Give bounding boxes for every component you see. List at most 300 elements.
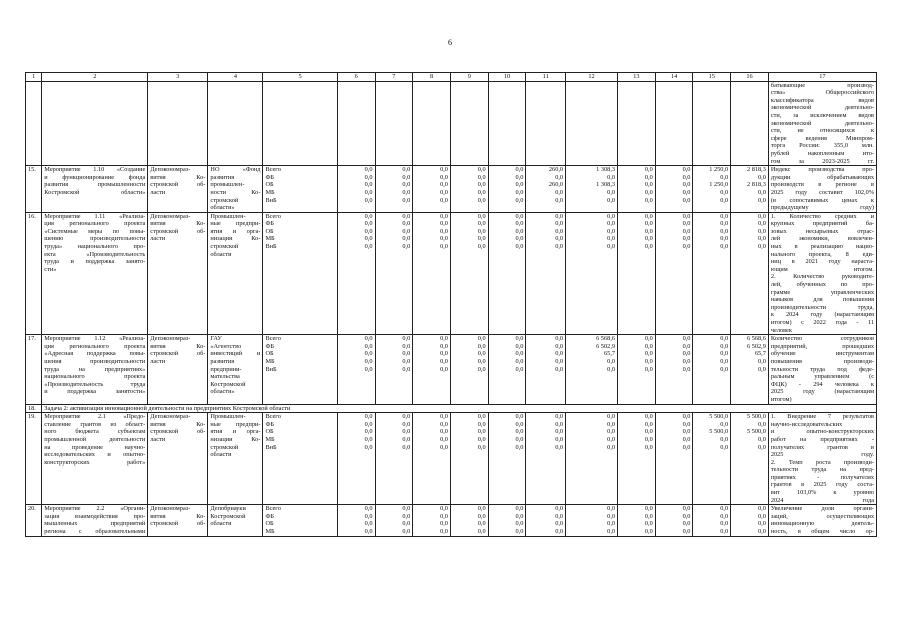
amount-value: 0,0 bbox=[402, 243, 411, 251]
amount-value: 0,0 bbox=[644, 443, 653, 451]
amount-value: 0,0 bbox=[402, 512, 411, 520]
text-line: предыдущему году) bbox=[770, 204, 874, 212]
amount-cell bbox=[566, 413, 618, 505]
expected-result bbox=[768, 505, 876, 536]
text-line: вития Ко- bbox=[150, 512, 206, 520]
amount-value: 0,0 bbox=[364, 181, 373, 189]
text-line: МБ bbox=[265, 357, 275, 365]
amount-cell bbox=[566, 335, 618, 404]
text-line: итогом) bbox=[770, 395, 792, 403]
text-line: Депэкономраз- bbox=[150, 166, 191, 174]
text-line: 2024 года bbox=[770, 496, 874, 504]
text-line: предприни- bbox=[210, 365, 242, 373]
amount-value: 0,0 bbox=[440, 227, 448, 235]
amount-value: 0,0 bbox=[477, 365, 486, 373]
text-line: ющим итогом. bbox=[770, 265, 874, 273]
amount-cell bbox=[526, 212, 566, 335]
amount-value: 0,0 bbox=[402, 335, 411, 343]
amount-value: 0,0 bbox=[402, 505, 411, 513]
amount-value: 5 500,0 bbox=[746, 413, 766, 421]
text-line: ФБ bbox=[265, 342, 275, 350]
continuation-row bbox=[26, 81, 877, 166]
text-line: Депобрнауки bbox=[210, 505, 246, 513]
text-line: батывающие производ- bbox=[770, 81, 874, 89]
amount-cell bbox=[526, 505, 566, 536]
amount-value: 0,0 bbox=[402, 435, 411, 443]
text-line: торга России: 355,0 млн. bbox=[770, 142, 874, 150]
amount-cell bbox=[655, 335, 693, 404]
text-line: развития bbox=[210, 173, 235, 181]
expected-result bbox=[768, 212, 876, 335]
text-line: 1. Внедрение 7 результатов bbox=[770, 413, 874, 421]
empty-cell bbox=[375, 81, 413, 166]
text-line: национального проекта bbox=[44, 373, 146, 381]
text-line: Промышлен- bbox=[210, 413, 246, 421]
amount-value: 0,0 bbox=[364, 212, 373, 220]
amount-cell bbox=[655, 212, 693, 335]
amount-value: 0,0 bbox=[477, 188, 486, 196]
text-line: ФБ bbox=[265, 220, 275, 228]
amount-value: 5 500,0 bbox=[746, 428, 766, 436]
event-row bbox=[26, 335, 877, 404]
amount-value: 1 250,0 bbox=[709, 181, 729, 189]
amount-value: 0,0 bbox=[555, 420, 564, 428]
text-line: ВнБ bbox=[265, 443, 277, 451]
funding-sources bbox=[263, 166, 337, 213]
partner bbox=[208, 212, 263, 335]
amount-value: 0,0 bbox=[757, 212, 766, 220]
amount-value: 6 568,6 bbox=[746, 335, 766, 343]
amount-value: 0,0 bbox=[607, 212, 616, 220]
text-line: ства» Общероссийского bbox=[770, 89, 874, 97]
text-line: получателях грантов в bbox=[770, 443, 874, 451]
amount-value: 0,0 bbox=[555, 435, 564, 443]
text-line: МБ bbox=[265, 435, 275, 443]
empty-cell bbox=[208, 81, 263, 166]
amount-cell bbox=[375, 212, 413, 335]
empty-cell bbox=[26, 81, 42, 166]
text-line: «Агентство bbox=[210, 342, 242, 350]
amount-cell bbox=[413, 166, 451, 213]
header-cell: 15 bbox=[693, 73, 731, 82]
event-name bbox=[42, 413, 148, 505]
text-line: на проведение научно- bbox=[44, 443, 146, 451]
amount-value: 0,0 bbox=[682, 365, 691, 373]
event-name bbox=[42, 212, 148, 335]
text-line: стромской bbox=[210, 243, 239, 251]
text-line: стромской bbox=[210, 196, 239, 204]
amount-value: 0,0 bbox=[682, 357, 691, 365]
amount-value: 0,0 bbox=[682, 173, 691, 181]
header-cell: 7 bbox=[375, 73, 413, 82]
amount-cell bbox=[693, 335, 731, 404]
empty-cell bbox=[42, 81, 148, 166]
text-line: Всего bbox=[265, 335, 281, 343]
amount-value: 0,0 bbox=[364, 350, 373, 358]
amount-cell bbox=[693, 212, 731, 335]
row-number bbox=[26, 166, 42, 213]
text-line: Депэкономраз- bbox=[150, 413, 191, 421]
text-line: Всего bbox=[265, 212, 281, 220]
amount-value: 0,0 bbox=[364, 365, 373, 373]
text-line: низации Ко- bbox=[210, 235, 261, 243]
amount-cell bbox=[618, 335, 656, 404]
amount-cell bbox=[488, 335, 526, 404]
text-line: и поддержка занятости» bbox=[44, 388, 146, 396]
text-line: Всего bbox=[265, 505, 281, 513]
amount-value: 0,0 bbox=[555, 505, 564, 513]
amount-value: 0,0 bbox=[757, 443, 766, 451]
amount-value: 5 500,0 bbox=[709, 413, 729, 421]
text-line: Увеличение доли органи- bbox=[770, 505, 874, 513]
amount-value: 0,0 bbox=[607, 196, 616, 204]
row-number bbox=[26, 212, 42, 335]
amount-value: 0,0 bbox=[477, 505, 486, 513]
amount-value: 0,0 bbox=[682, 335, 691, 343]
amount-value: 0,0 bbox=[440, 528, 448, 536]
amount-value: 0,0 bbox=[644, 181, 653, 189]
amount-value: 0,0 bbox=[477, 420, 486, 428]
text-line: области bbox=[210, 250, 232, 258]
expected-result bbox=[768, 413, 876, 505]
amount-value: 0,0 bbox=[555, 212, 564, 220]
text-line: дукции обрабатывающих bbox=[770, 173, 874, 181]
amount-value: 0,0 bbox=[757, 512, 766, 520]
text-line: инновационную деятель- bbox=[770, 520, 874, 528]
amount-value: 0,0 bbox=[682, 235, 691, 243]
text-line: области» bbox=[210, 388, 235, 396]
amount-cell bbox=[337, 166, 375, 213]
amount-value: 0,0 bbox=[555, 350, 564, 358]
amount-value: 0,0 bbox=[555, 173, 564, 181]
amount-value: 0,0 bbox=[402, 420, 411, 428]
text-line: экономической деятельно- bbox=[770, 119, 874, 127]
result-cell bbox=[768, 81, 876, 166]
amount-value: 0,0 bbox=[757, 365, 766, 373]
amount-value: 0,0 bbox=[757, 520, 766, 528]
amount-cell bbox=[375, 505, 413, 536]
amount-value: 0,0 bbox=[515, 435, 524, 443]
amount-value: 0,0 bbox=[720, 335, 729, 343]
amount-value: 0,0 bbox=[720, 505, 729, 513]
amount-value: 0,0 bbox=[720, 520, 729, 528]
text-line: Мероприятие 1.10 «Создание bbox=[44, 166, 146, 174]
amount-value: 0,0 bbox=[440, 520, 448, 528]
text-line: Мероприятие 1.11 «Реализа- bbox=[44, 212, 146, 220]
amount-value: 0,0 bbox=[720, 435, 729, 443]
amount-value: 0,0 bbox=[607, 220, 616, 228]
executor bbox=[148, 335, 208, 404]
expected-result bbox=[768, 335, 876, 404]
amount-cell bbox=[413, 413, 451, 505]
text-line: ные предпри- bbox=[210, 420, 261, 428]
text-line: нального проекта, 8 еди- bbox=[770, 250, 874, 258]
amount-value: 0,0 bbox=[440, 181, 448, 189]
amount-value: 0,0 bbox=[477, 243, 486, 251]
amount-cell bbox=[375, 335, 413, 404]
header-cell: 17 bbox=[768, 73, 876, 82]
amount-value: 0,0 bbox=[757, 220, 766, 228]
header-cell: 11 bbox=[526, 73, 566, 82]
amount-value: 0,0 bbox=[440, 212, 448, 220]
amount-value: 0,0 bbox=[515, 443, 524, 451]
amount-value: 0,0 bbox=[364, 357, 373, 365]
amount-value: 0,0 bbox=[440, 220, 448, 228]
amount-value: 0,0 bbox=[555, 528, 564, 536]
text-line: ВнБ bbox=[265, 365, 277, 373]
partner bbox=[208, 335, 263, 404]
text-line: конструкторских работ» bbox=[44, 458, 146, 466]
amount-value: 0,0 bbox=[515, 512, 524, 520]
amount-value: 0,0 bbox=[477, 413, 486, 421]
amount-value: 0,0 bbox=[364, 173, 373, 181]
amount-cell bbox=[731, 212, 769, 335]
amount-value: 0,0 bbox=[364, 505, 373, 513]
text-line: 1. Количество средних и bbox=[770, 212, 874, 220]
text-line: классификатора видов bbox=[770, 96, 874, 104]
amount-cell bbox=[526, 413, 566, 505]
text-line: приятиях - получателях bbox=[770, 473, 874, 481]
amount-value: 2 818,3 bbox=[746, 181, 766, 189]
text-line: ОБ bbox=[265, 520, 274, 528]
text-line: промышленной деятельности bbox=[44, 435, 146, 443]
task-number: 18. bbox=[26, 404, 42, 413]
amount-value: 2 818,3 bbox=[746, 166, 766, 174]
amount-value: 0,0 bbox=[515, 243, 524, 251]
row-number-text: 20. bbox=[28, 505, 36, 513]
amount-value: 0,0 bbox=[555, 227, 564, 235]
amount-value: 6 502,9 bbox=[596, 342, 616, 350]
text-line: сти» bbox=[44, 265, 57, 273]
text-line: вития Ко- bbox=[150, 220, 206, 228]
text-line: Промышлен- bbox=[210, 212, 246, 220]
text-line: ласти bbox=[150, 188, 166, 196]
text-line: труда» национального про- bbox=[44, 243, 146, 251]
amount-value: 0,0 bbox=[477, 512, 486, 520]
expected-result bbox=[768, 166, 876, 213]
funding-sources bbox=[263, 335, 337, 404]
amount-value: 0,0 bbox=[555, 220, 564, 228]
amount-value: 0,0 bbox=[364, 428, 373, 436]
amount-value: 0,0 bbox=[607, 227, 616, 235]
amount-value: 0,0 bbox=[402, 428, 411, 436]
amount-value: 0,0 bbox=[644, 235, 653, 243]
amount-value: 0,0 bbox=[682, 428, 691, 436]
text-line: области» bbox=[210, 204, 235, 212]
amount-value: 0,0 bbox=[477, 342, 486, 350]
text-line: ВнБ bbox=[265, 243, 277, 251]
amount-value: 0,0 bbox=[720, 420, 729, 428]
text-line: ОБ bbox=[265, 227, 274, 235]
amount-value: 0,0 bbox=[607, 235, 616, 243]
amount-value: 0,0 bbox=[720, 188, 729, 196]
amount-value: 0,0 bbox=[515, 335, 524, 343]
amount-value: 0,0 bbox=[402, 342, 411, 350]
amount-value: 0,0 bbox=[682, 505, 691, 513]
text-line: Мероприятие 1.12 «Реализа- bbox=[44, 335, 146, 343]
amount-value: 0,0 bbox=[555, 520, 564, 528]
text-line: работ на предприятиях - bbox=[770, 435, 874, 443]
amount-value: 0,0 bbox=[402, 227, 411, 235]
amount-value: 0,0 bbox=[440, 413, 448, 421]
executor bbox=[148, 505, 208, 536]
amount-cell bbox=[731, 335, 769, 404]
text-line: лей экономики, вовлечен- bbox=[770, 235, 874, 243]
text-line: Индекс производства про- bbox=[770, 166, 874, 174]
text-line: Всего bbox=[265, 413, 281, 421]
amount-cell bbox=[450, 166, 488, 213]
event-row bbox=[26, 413, 877, 505]
text-line: низации Ко- bbox=[210, 435, 261, 443]
amount-cell bbox=[526, 335, 566, 404]
text-line: Депэкономраз- bbox=[150, 335, 191, 343]
text-line: региона с образовательными bbox=[44, 528, 146, 536]
text-line: вития Ко- bbox=[150, 342, 206, 350]
empty-cell bbox=[413, 81, 451, 166]
amount-value: 0,0 bbox=[757, 420, 766, 428]
empty-cell bbox=[526, 81, 566, 166]
header-row bbox=[26, 73, 877, 82]
header-cell: 14 bbox=[655, 73, 693, 82]
amount-value: 0,0 bbox=[555, 428, 564, 436]
text-line: екта «Производительность bbox=[44, 250, 146, 258]
amount-value: 0,0 bbox=[402, 212, 411, 220]
amount-value: 0,0 bbox=[607, 443, 616, 451]
text-line: развития промышленности bbox=[44, 181, 146, 189]
text-line: мышленных предприятий bbox=[44, 520, 146, 528]
amount-value: 0,0 bbox=[364, 420, 373, 428]
text-line: ласти bbox=[150, 235, 166, 243]
header-cell: 6 bbox=[337, 73, 375, 82]
executor bbox=[148, 413, 208, 505]
text-line: «Системные меры по повы- bbox=[44, 227, 146, 235]
amount-value: 0,0 bbox=[402, 188, 411, 196]
text-line: (в сопоставимых ценах к bbox=[770, 196, 874, 204]
text-line: ятия и орга- bbox=[210, 227, 261, 235]
amount-value: 0,0 bbox=[402, 220, 411, 228]
task-text: Задача 2: активизация инновационной деятельности на предприятиях Костромской области bbox=[42, 404, 877, 413]
text-line: ного бюджета субъектам bbox=[44, 428, 146, 436]
empty-cell bbox=[337, 81, 375, 166]
amount-value: 0,0 bbox=[440, 173, 448, 181]
amount-value: 0,0 bbox=[515, 235, 524, 243]
text-line: МБ bbox=[265, 188, 275, 196]
amount-value: 0,0 bbox=[440, 357, 448, 365]
amount-value: 0,0 bbox=[515, 181, 524, 189]
text-line: Костромской области» bbox=[44, 188, 146, 196]
amount-value: 0,0 bbox=[757, 235, 766, 243]
amount-value: 0,0 bbox=[720, 173, 729, 181]
text-line: ных в реализацию нацио- bbox=[770, 243, 874, 251]
amount-value: 5 500,0 bbox=[709, 428, 729, 436]
amount-value: 0,0 bbox=[440, 350, 448, 358]
amount-value: 0,0 bbox=[555, 512, 564, 520]
amount-value: 0,0 bbox=[402, 357, 411, 365]
text-line: труда и поддержка занято- bbox=[44, 258, 146, 266]
amount-cell bbox=[450, 505, 488, 536]
amount-value: 0,0 bbox=[364, 520, 373, 528]
amount-value: 0,0 bbox=[682, 443, 691, 451]
text-line: сти, за исключением видов bbox=[770, 111, 874, 119]
amount-value: 0,0 bbox=[402, 520, 411, 528]
text-line: шения производительности bbox=[44, 357, 146, 365]
amount-value: 0,0 bbox=[720, 227, 729, 235]
amount-value: 0,0 bbox=[555, 413, 564, 421]
text-line: ВнБ bbox=[265, 196, 277, 204]
amount-cell bbox=[337, 413, 375, 505]
text-line: 2025 году. bbox=[770, 451, 874, 459]
text-line: вития Ко- bbox=[150, 173, 206, 181]
amount-value: 0,0 bbox=[402, 173, 411, 181]
text-line: ставление грантов из област- bbox=[44, 420, 146, 428]
amount-value: 0,0 bbox=[477, 196, 486, 204]
amount-value: 0,0 bbox=[477, 357, 486, 365]
amount-cell bbox=[566, 212, 618, 335]
amount-value: 0,0 bbox=[555, 342, 564, 350]
amount-value: 0,0 bbox=[364, 335, 373, 343]
amount-value: 0,0 bbox=[515, 212, 524, 220]
amount-value: 0,0 bbox=[682, 435, 691, 443]
text-line: исследовательских и опытно- bbox=[44, 451, 146, 459]
text-line: навыков для повышения bbox=[770, 296, 874, 304]
amount-value: 0,0 bbox=[515, 350, 524, 358]
text-line: повышения производи- bbox=[770, 357, 874, 365]
text-line: ласти bbox=[150, 357, 166, 365]
row-number bbox=[26, 505, 42, 536]
amount-value: 0,0 bbox=[555, 196, 564, 204]
text-line: к 2024 году (нарастающим bbox=[770, 311, 874, 319]
amount-cell bbox=[488, 505, 526, 536]
amount-value: 0,0 bbox=[555, 443, 564, 451]
text-line: стромской bbox=[210, 443, 239, 451]
amount-cell bbox=[450, 335, 488, 404]
text-line: предприятий, прошедших bbox=[770, 342, 874, 350]
amount-value: 0,0 bbox=[515, 227, 524, 235]
amount-value: 0,0 bbox=[644, 428, 653, 436]
amount-value: 0,0 bbox=[440, 196, 448, 204]
amount-value: 0,0 bbox=[720, 243, 729, 251]
text-line: лей, обученных по про- bbox=[770, 281, 874, 289]
amount-value: 260,0 bbox=[548, 181, 564, 189]
program-table bbox=[25, 72, 877, 537]
amount-value: 0,0 bbox=[682, 243, 691, 251]
text-line: обучение инструментам bbox=[770, 350, 874, 358]
amount-value: 0,0 bbox=[402, 443, 411, 451]
amount-value: 0,0 bbox=[515, 220, 524, 228]
amount-cell bbox=[618, 212, 656, 335]
amount-value: 0,0 bbox=[364, 528, 373, 536]
amount-value: 0,0 bbox=[720, 350, 729, 358]
text-line: Костромской bbox=[210, 512, 246, 520]
text-line: ОБ bbox=[265, 428, 274, 436]
amount-value: 0,0 bbox=[440, 420, 448, 428]
header-cell: 2 bbox=[42, 73, 148, 82]
amount-value: 0,0 bbox=[515, 166, 524, 174]
amount-value: 0,0 bbox=[364, 196, 373, 204]
text-line: ция регионального проекта bbox=[44, 220, 146, 228]
amount-cell bbox=[731, 413, 769, 505]
amount-value: 0,0 bbox=[440, 335, 448, 343]
row-number-text: 17. bbox=[28, 335, 36, 343]
text-line: области bbox=[210, 451, 232, 459]
amount-value: 0,0 bbox=[757, 196, 766, 204]
text-line: грантов в 2025 году соста- bbox=[770, 481, 874, 489]
amount-value: 0,0 bbox=[644, 335, 653, 343]
text-line: сти, не относящихся к bbox=[770, 127, 874, 135]
amount-value: 260,0 bbox=[548, 166, 564, 174]
amount-value: 0,0 bbox=[644, 342, 653, 350]
text-line: зация взаимодействия про- bbox=[44, 512, 146, 520]
